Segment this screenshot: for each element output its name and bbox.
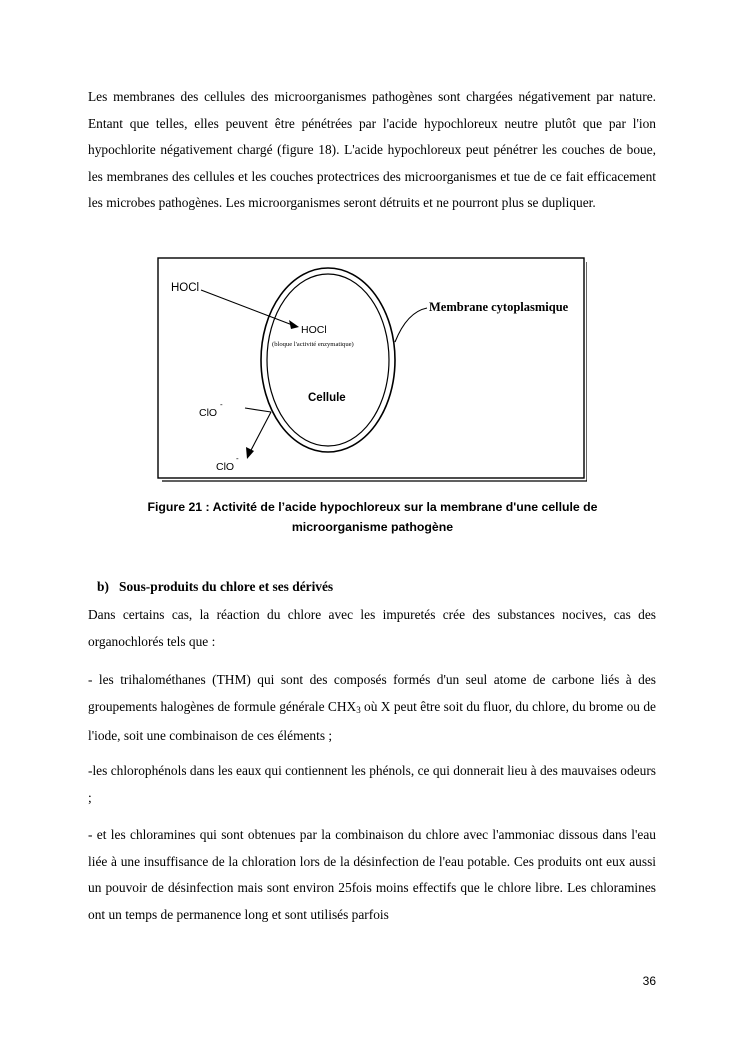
section-title: Sous-produits du chlore et ses dérivés	[119, 579, 334, 594]
figure-caption: Figure 21 : Activité de l’acide hypochloreux sur la membrane d'une cellule de microorganisme pathogène	[147, 500, 598, 534]
hocl-arrow-head	[289, 320, 299, 329]
paragraph-trihalomethanes	[88, 667, 656, 750]
label-hocl-outside: HOCl	[171, 282, 200, 294]
section-number: b)	[97, 579, 109, 594]
charge-clo-1: -	[220, 400, 223, 409]
paragraph-chlorophenols: -les chlorophénols dans les eaux qui contiennent les phénols, ce qui donnerait lieu à des mauvaises odeurs ;	[88, 763, 656, 805]
clo-arrow-head	[246, 447, 254, 459]
figure-hypochlorous-acid	[157, 256, 587, 482]
thm-text-after: où X peut être soit du fluor, du chlore, du brome ou de l'iode, soit une combinaison de ces éléments ;	[88, 698, 656, 744]
label-enzyme-block: (bloque l'activité enzymatique)	[272, 341, 354, 348]
clo-arrow-out	[249, 412, 271, 454]
figure-frame	[158, 258, 584, 478]
paragraph-chloramines: - et les chloramines qui sont obtenues par la combinaison du chlore avec l'ammoniac dissous dans l'eau liée à une insuffisance de la chloration lors de la désinfection de l'eau potable. Ces produits ont eux aussi un pouvoir de désinfection mais sont environ 25fois moins effectifs que le chlore libre. Les chloramines ont un temps de permanence long et sont utilisés parfois	[88, 827, 656, 922]
paragraph-membranes: Les membranes des cellules des microorganismes pathogènes sont chargées négativement par nature. Entant que telles, elles peuvent être pénétrées par l'acide hypochloreux neutre plutôt que par l'ion hypochlorite négativement chargé (figure 18). L'acide hypochloreux peut pénétrer les couches de boue, les membranes des cellules et les couches protectrices des microorganismes et tue de ce fait efficacement les microbes pathogènes. Les microorganismes seront détruits et ne pourront plus se dupliquer.	[88, 89, 656, 211]
cell-membrane-inner	[267, 274, 389, 446]
thm-text-before: - les trihalométhanes (THM) qui sont des composés formés d'un seul atome de carbone liés à des groupements halogènes de formule générale CHX	[88, 672, 656, 714]
label-hocl-inside: HOCl	[301, 324, 327, 336]
membrane-pointer-line	[395, 308, 427, 342]
paragraph-organochlorines: Dans certains cas, la réaction du chlore avec les impuretés crée des substances nocives, cas des organochlorés tels que :	[88, 607, 656, 649]
thm-subscript: 3	[356, 704, 361, 715]
page-number: 36	[642, 974, 656, 988]
label-cell: Cellule	[308, 392, 346, 404]
label-clo-1: ClO	[199, 407, 218, 419]
cell-membrane-outer	[261, 268, 395, 452]
section-heading	[97, 576, 333, 598]
figure-diagram	[157, 256, 587, 482]
label-membrane: Membrane cytoplasmique	[429, 300, 569, 314]
clo-arrow-in	[245, 408, 271, 412]
charge-clo-2: -	[236, 454, 239, 463]
label-clo-2: ClO	[216, 461, 235, 473]
